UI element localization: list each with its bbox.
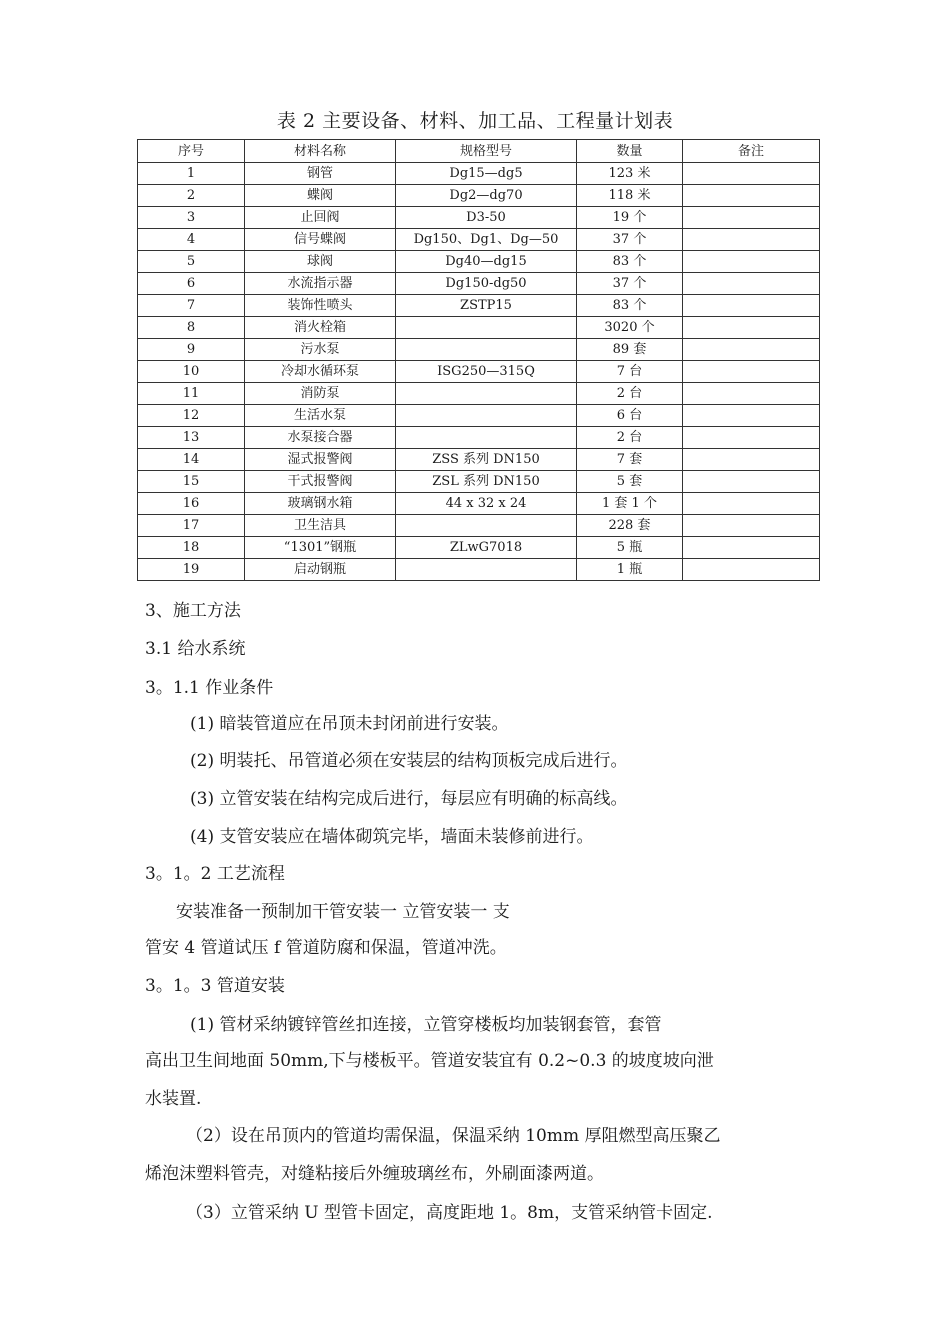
cell-material: 启动钢瓶 (245, 559, 396, 581)
condition-2: (2) 明装托、吊管道必须在安装层的结构顶板完成后进行。 (190, 751, 628, 771)
cell-quantity: 89 套 (577, 339, 683, 361)
cell-spec (396, 427, 577, 449)
cell-index: 17 (138, 515, 245, 537)
cell-index: 4 (138, 229, 245, 251)
cell-quantity: 3020 个 (577, 317, 683, 339)
table-row (138, 427, 820, 449)
table-header-row (138, 140, 820, 163)
cell-quantity: 2 台 (577, 383, 683, 405)
cell-quantity: 7 台 (577, 361, 683, 383)
install-1-line-1: (1) 管材采纳镀锌管丝扣连接，立管穿楼板均加装钢套管，套管 (190, 1015, 662, 1035)
section-heading-flow: 3。1。2 工艺流程 (145, 864, 285, 884)
cell-material: 水泵接合器 (245, 427, 396, 449)
table-row (138, 185, 820, 207)
install-1-line-2: 高出卫生间地面 50mm,下与楼板平。管道安装宜有 0.2~0.3 的坡度坡向泄 (145, 1051, 714, 1071)
cell-quantity: 118 米 (577, 185, 683, 207)
table-row (138, 515, 820, 537)
table-row (138, 537, 820, 559)
cell-quantity: 37 个 (577, 273, 683, 295)
cell-index: 7 (138, 295, 245, 317)
cell-spec (396, 515, 577, 537)
cell-remarks (683, 471, 820, 493)
table-row (138, 559, 820, 581)
cell-quantity: 2 台 (577, 427, 683, 449)
table-row (138, 295, 820, 317)
cell-quantity: 5 瓶 (577, 537, 683, 559)
cell-material: 水流指示器 (245, 273, 396, 295)
table-row (138, 471, 820, 493)
cell-remarks (683, 559, 820, 581)
cell-quantity: 1 套 1 个 (577, 493, 683, 515)
table-row (138, 405, 820, 427)
cell-material: 蝶阀 (245, 185, 396, 207)
cell-index: 14 (138, 449, 245, 471)
install-2-line-1: （2）设在吊顶内的管道均需保温，保温采纳 10mm 厚阻燃型高压聚乙 (186, 1126, 721, 1146)
section-heading-method: 3、施工方法 (145, 601, 241, 621)
cell-material: 球阀 (245, 251, 396, 273)
cell-remarks (683, 207, 820, 229)
cell-material: 生活水泵 (245, 405, 396, 427)
cell-spec (396, 317, 577, 339)
condition-3: (3) 立管安装在结构完成后进行，每层应有明确的标高线。 (190, 789, 628, 809)
cell-spec: Dg150-dg50 (396, 273, 577, 295)
cell-remarks (683, 405, 820, 427)
cell-remarks (683, 383, 820, 405)
cell-index: 11 (138, 383, 245, 405)
cell-spec: ZSTP15 (396, 295, 577, 317)
cell-spec: ZLwG7018 (396, 537, 577, 559)
table-row (138, 229, 820, 251)
cell-spec (396, 559, 577, 581)
cell-index: 2 (138, 185, 245, 207)
cell-spec: Dg150、Dg1、Dg—50 (396, 229, 577, 251)
cell-remarks (683, 251, 820, 273)
cell-index: 9 (138, 339, 245, 361)
cell-spec (396, 405, 577, 427)
cell-material: 冷却水循环泵 (245, 361, 396, 383)
header-index: 序号 (138, 140, 245, 163)
table-row (138, 383, 820, 405)
cell-index: 5 (138, 251, 245, 273)
cell-index: 16 (138, 493, 245, 515)
cell-material: 钢管 (245, 163, 396, 185)
cell-material: 污水泵 (245, 339, 396, 361)
cell-remarks (683, 163, 820, 185)
cell-remarks (683, 185, 820, 207)
cell-spec: Dg2—dg70 (396, 185, 577, 207)
install-1-line-3: 水装置. (145, 1089, 202, 1109)
condition-4: (4) 支管安装应在墙体砌筑完毕，墙面未装修前进行。 (190, 827, 594, 847)
cell-remarks (683, 427, 820, 449)
header-remarks: 备注 (683, 140, 820, 163)
table-row (138, 449, 820, 471)
cell-quantity: 37 个 (577, 229, 683, 251)
cell-quantity: 228 套 (577, 515, 683, 537)
cell-index: 15 (138, 471, 245, 493)
table-row (138, 493, 820, 515)
cell-index: 10 (138, 361, 245, 383)
cell-quantity: 83 个 (577, 251, 683, 273)
cell-index: 8 (138, 317, 245, 339)
cell-spec: Dg15—dg5 (396, 163, 577, 185)
cell-material: 湿式报警阀 (245, 449, 396, 471)
section-heading-conditions: 3。1.1 作业条件 (145, 678, 274, 698)
cell-remarks (683, 317, 820, 339)
cell-index: 13 (138, 427, 245, 449)
cell-material: 消防泵 (245, 383, 396, 405)
header-material: 材料名称 (245, 140, 396, 163)
cell-material: 玻璃钢水箱 (245, 493, 396, 515)
cell-material: 止回阀 (245, 207, 396, 229)
cell-quantity: 7 套 (577, 449, 683, 471)
header-quantity: 数量 (577, 140, 683, 163)
table-title: 表 2 主要设备、材料、加工品、工程量计划表 (276, 110, 674, 132)
cell-material: 信号蝶阀 (245, 229, 396, 251)
cell-quantity: 5 套 (577, 471, 683, 493)
cell-material: 卫生洁具 (245, 515, 396, 537)
cell-spec (396, 339, 577, 361)
cell-quantity: 123 米 (577, 163, 683, 185)
table-row (138, 163, 820, 185)
cell-quantity: 6 台 (577, 405, 683, 427)
cell-spec: ZSS 系列 DN150 (396, 449, 577, 471)
cell-material: 装饰性喷头 (245, 295, 396, 317)
cell-quantity: 1 瓶 (577, 559, 683, 581)
cell-remarks (683, 361, 820, 383)
flow-line-2: 管安 4 管道试压 f 管道防腐和保温，管道冲洗。 (145, 938, 507, 958)
table-row (138, 317, 820, 339)
cell-material: “1301”钢瓶 (245, 537, 396, 559)
cell-remarks (683, 339, 820, 361)
table-row (138, 361, 820, 383)
cell-remarks (683, 493, 820, 515)
cell-spec: ISG250—315Q (396, 361, 577, 383)
cell-index: 3 (138, 207, 245, 229)
cell-index: 19 (138, 559, 245, 581)
header-spec: 规格型号 (396, 140, 577, 163)
cell-spec: ZSL 系列 DN150 (396, 471, 577, 493)
cell-spec: Dg40—dg15 (396, 251, 577, 273)
cell-index: 12 (138, 405, 245, 427)
cell-quantity: 19 个 (577, 207, 683, 229)
cell-material: 消火栓箱 (245, 317, 396, 339)
section-heading-water: 3.1 给水系统 (145, 639, 246, 659)
table-row (138, 251, 820, 273)
equipment-plan-table (137, 139, 820, 581)
cell-spec: D3-50 (396, 207, 577, 229)
section-heading-install: 3。1。3 管道安装 (145, 976, 285, 996)
cell-index: 18 (138, 537, 245, 559)
cell-remarks (683, 229, 820, 251)
table-row (138, 273, 820, 295)
cell-index: 1 (138, 163, 245, 185)
table-row (138, 207, 820, 229)
cell-remarks (683, 449, 820, 471)
cell-remarks (683, 537, 820, 559)
cell-remarks (683, 273, 820, 295)
install-2-line-2: 烯泡沫塑料管壳，对缝粘接后外缠玻璃丝布，外刷面漆两道。 (145, 1164, 604, 1184)
flow-line-1: 安装准备一预制加干管安装一 立管安装一 支 (176, 902, 510, 922)
install-3: （3）立管采纳 U 型管卡固定，高度距地 1。8m，支管采纳管卡固定. (186, 1203, 713, 1223)
condition-1: (1) 暗装管道应在吊顶未封闭前进行安装。 (190, 714, 509, 734)
cell-quantity: 83 个 (577, 295, 683, 317)
cell-remarks (683, 295, 820, 317)
cell-material: 干式报警阀 (245, 471, 396, 493)
cell-index: 6 (138, 273, 245, 295)
cell-spec: 44 x 32 x 24 (396, 493, 577, 515)
table-row (138, 339, 820, 361)
cell-remarks (683, 515, 820, 537)
cell-spec (396, 383, 577, 405)
